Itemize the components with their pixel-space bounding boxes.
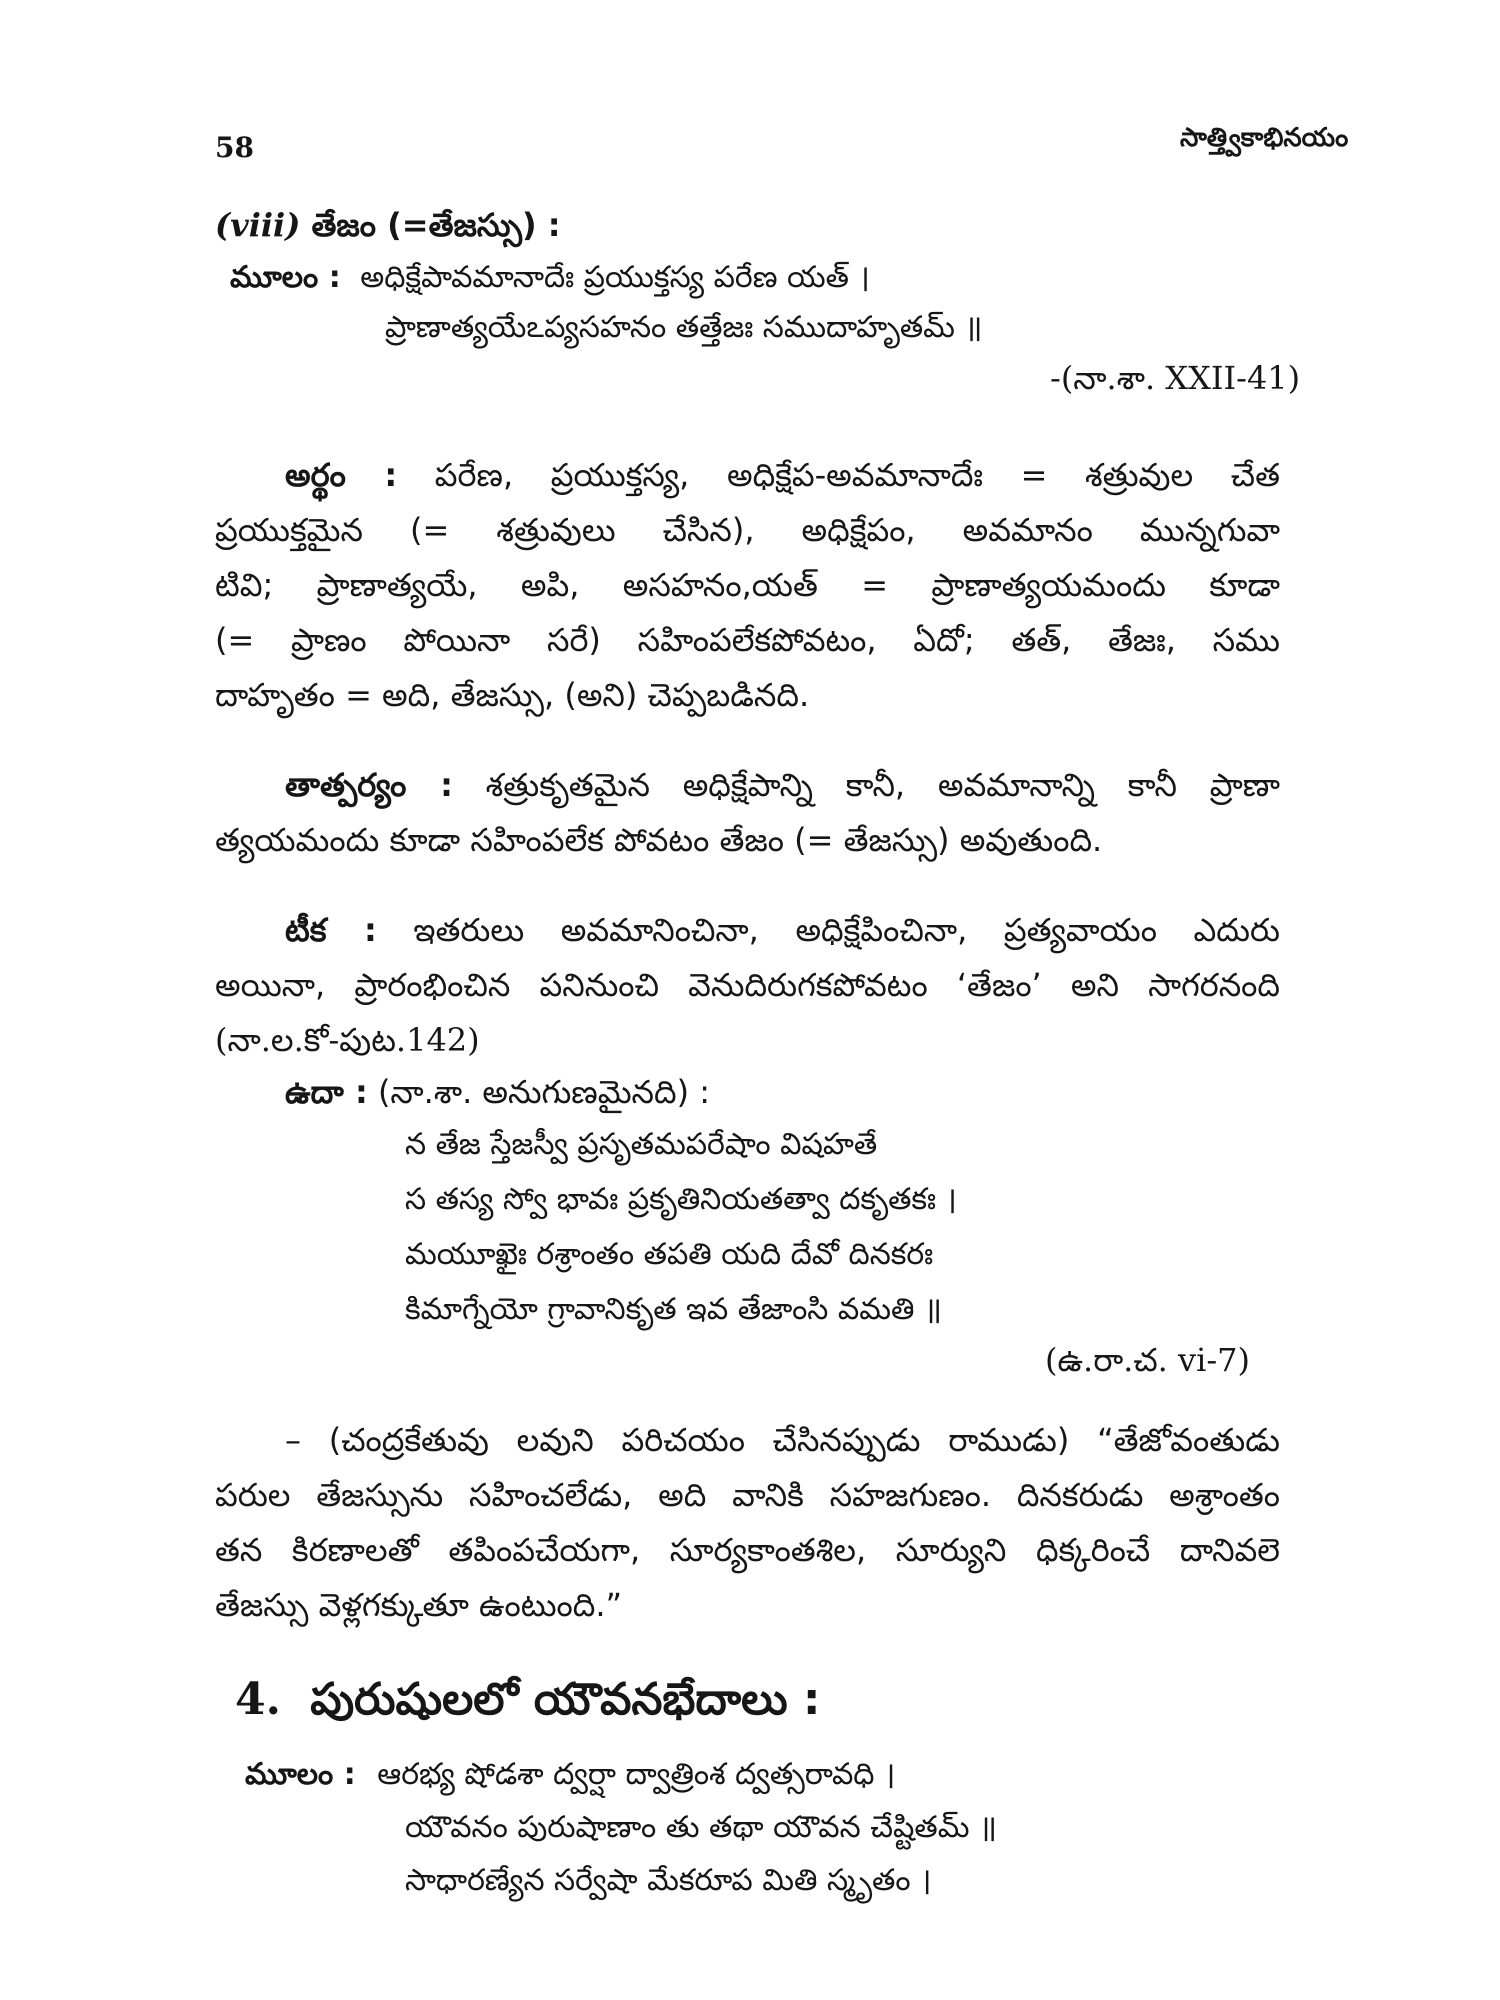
artha-text-5: దాహృతం = అది, తేజస్సు, (అని) చెప్పబడినది. (215, 676, 810, 714)
tatparya-text-2: త్యయమందు కూడా సహింపలేక పోవటం తేజం (= తేజస్సు) అవుతుంది. (215, 821, 1103, 859)
comment-line-1 (215, 1420, 1280, 1460)
section-mula-label: మూలం : (245, 1757, 356, 1792)
tatparya-line-1 (215, 765, 1280, 805)
uda-label: ఉదా : (285, 1073, 368, 1111)
uda-verse-2: స తస్య స్వో భావః ప్రకృతినియతత్వా దకృతకః । (405, 1182, 957, 1217)
subsection-title: తేజం (=తేజస్సు) : (311, 206, 561, 244)
comment-text-1: – (చంద్రకేతువు లవుని పరిచయం చేసినప్పుడు రాముడు) “తేజోవంతుడు (285, 1421, 1280, 1459)
section-verse-3: సాధారణ్యేన సర్వేషా మేకరూప మితి స్మృతం । (405, 1863, 932, 1898)
comment-text-3: తన కిరణాలతో తపింపచేయగా, సూర్యకాంతశిల, సూర్యుని ధిక్కరించే దానివలె (215, 1531, 1280, 1569)
mula-reference: -(నా.శా. XXII-41) (1050, 359, 1301, 397)
artha-label: అర్థం : (285, 456, 398, 494)
tatparya-label: తాత్పర్యం : (285, 766, 453, 804)
mula-line-1 (230, 258, 870, 298)
uda-verse-1: న తేజ స్తేజస్వీ ప్రసృతమపరేషాం విషహతే (405, 1127, 878, 1162)
uda-reference: (ఉ.రా.చ. vi-7) (1045, 1341, 1250, 1379)
tika-text-1: ఇతరులు అవమానించినా, అధిక్షేపించినా, ప్రత్యవాయం ఎదురు (413, 911, 1280, 949)
mula-label: మూలం : (230, 260, 341, 295)
subsection-number: (viii) (215, 206, 301, 244)
comment-text-4: తేజస్సు వెళ్లగక్కుతూ ఉంటుంది.” (215, 1586, 623, 1624)
section-heading (235, 1672, 820, 1728)
subsection-heading (215, 205, 561, 245)
comment-text-2: పరుల తేజస్సును సహించలేడు, అది వానికి సహజగుణం. దినకరుడు అశ్రాంతం (215, 1476, 1280, 1514)
artha-text-3: టివి; ప్రాణాత్యయే, అపి, అసహనం,యత్ = ప్రాణాత్యయమందు కూడా (215, 566, 1280, 604)
uda-verse-4: కిమాగ్నేయో గ్రావానికృత ఇవ తేజాంసి వమతి ॥ (405, 1292, 942, 1327)
section-verse-1: ఆరభ్య షోడశా ద్వర్షా ద్వాత్రింశ ద్వత్సరావధి । (377, 1757, 896, 1792)
uda-line (285, 1072, 710, 1112)
mula-verse-1: అధిక్షేపావమానాదేః ప్రయుక్తస్య పరేణ యత్ । (360, 260, 870, 295)
section-number: 4. (235, 1674, 281, 1725)
artha-text-1: పరేణ, ప్రయుక్తస్య, అధిక్షేప-అవమానాదేః = శత్రువుల చేత (434, 456, 1281, 494)
tika-reference: (నా.ల.కో-పుట.142) (215, 1021, 480, 1059)
uda-note: (నా.శా. అనుగుణమైనది) : (377, 1073, 711, 1111)
page-number: 58 (215, 131, 254, 164)
section-title: పురుషులలో యౌవనభేదాలు : (310, 1674, 821, 1725)
tika-text-2: అయినా, ప్రారంభించిన పనినుంచి వెనుదిరుగకపోవటం ‘తేజం’ అని సాగరనంది (215, 966, 1280, 1004)
artha-line-1 (215, 455, 1280, 495)
tatparya-text-1: శత్రుకృతమైన అధిక్షేపాన్ని కానీ, అవమానాన్ని కానీ ప్రాణా (485, 766, 1280, 804)
section-mula-line-1 (245, 1755, 895, 1795)
artha-text-2: ప్రయుక్తమైన (= శత్రువులు చేసిన), అధిక్షేపం, అవమానం మున్నగువా (215, 511, 1280, 549)
tika-label: టీక : (285, 911, 377, 949)
uda-verse-3: మయూఖైః రశ్రాంతం తపతి యది దేవో దినకరః (405, 1237, 934, 1272)
running-head: సాత్త్వికాభినయం (1180, 123, 1349, 153)
mula-verse-2: ప్రాణాత్యయేఽప్యసహనం తత్తేజః సముదాహృతమ్ ॥ (385, 310, 983, 345)
tika-line-1 (215, 910, 1280, 950)
artha-text-4: (= ప్రాణం పోయినా సరే) సహింపలేకపోవటం, ఏదో; తత్, తేజః, సము (215, 621, 1280, 659)
section-verse-2: యౌవనం పురుషాణాం తు తథా యౌవన చేష్టితమ్ ॥ (405, 1810, 997, 1845)
